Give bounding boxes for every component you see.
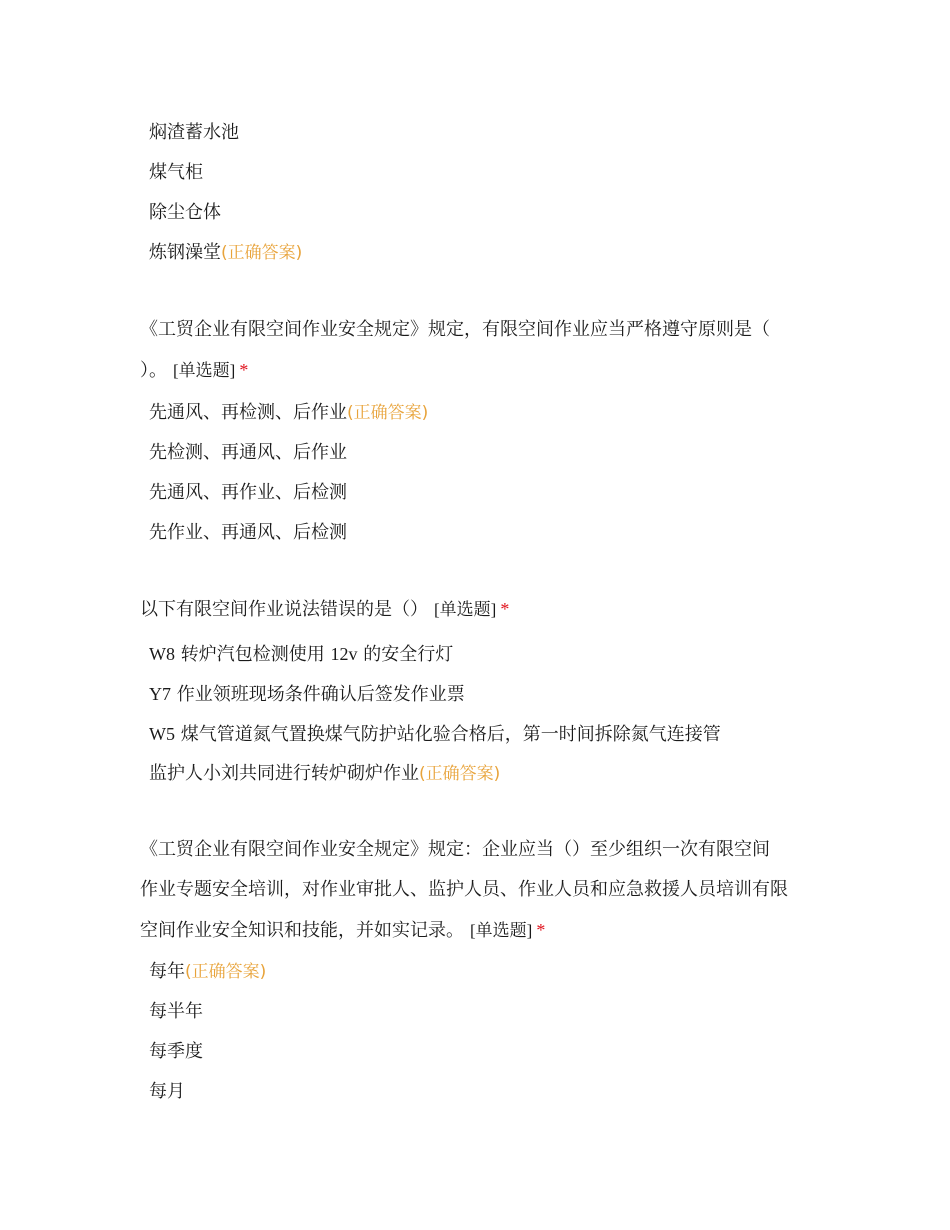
option-text: 每月	[149, 1081, 185, 1102]
option-text: 先通风、再作业、后检测	[149, 482, 347, 503]
option-item	[149, 1000, 203, 1024]
option-item	[149, 121, 239, 145]
required-marker: *	[536, 920, 546, 940]
correct-answer-marker: (正确答案)	[347, 403, 429, 423]
option-text: 先作业、再通风、后检测	[149, 522, 347, 543]
question-line: 作业专题安全培训，对作业审批人、监护人员、作业人员和应急救援人员培训有限	[140, 879, 788, 900]
option-number: 12v	[330, 644, 358, 664]
question-line: 《工贸企业有限空间作业安全规定》规定：企业应当（）至少组织一次有限空间	[140, 839, 770, 860]
question-line-text: 空间作业安全知识和技能，并如实记录。	[140, 920, 464, 941]
option-text: 转炉汽包检测使用	[180, 644, 325, 665]
option-item	[149, 441, 347, 465]
question-line	[140, 350, 820, 390]
required-marker: *	[239, 360, 249, 380]
question-line-text: 以下有限空间作业说法错误的是（）	[140, 599, 428, 620]
option-item	[149, 682, 465, 707]
option-text: 每半年	[149, 1001, 203, 1022]
option-item	[149, 722, 721, 747]
option-item	[149, 642, 453, 667]
question-line: 《工贸企业有限空间作业安全规定》规定，有限空间作业应当严格遵守原则是（	[140, 319, 770, 340]
option-text: 每季度	[149, 1041, 203, 1062]
option-item	[149, 241, 302, 265]
option-text: 监护人小刘共同进行转炉砌炉作业	[149, 763, 419, 784]
option-text: 炼钢澡堂	[149, 242, 221, 263]
option-item	[149, 521, 347, 545]
option-text: 除尘仓体	[149, 202, 221, 223]
question-line-text: ）。	[140, 360, 167, 381]
question-text	[140, 310, 820, 390]
question-type: [单选题]	[434, 600, 497, 619]
option-item	[149, 960, 266, 984]
correct-answer-marker: (正确答案)	[419, 764, 501, 784]
option-text: 每年	[149, 961, 185, 982]
question-line	[140, 910, 820, 950]
option-item	[149, 201, 221, 225]
question-text	[140, 589, 820, 629]
option-code: W5	[149, 724, 175, 744]
option-item	[149, 1080, 185, 1104]
question-text	[140, 830, 820, 950]
question-type: [单选题]	[173, 361, 236, 380]
option-item	[149, 481, 347, 505]
question-line	[140, 589, 820, 629]
option-item	[149, 401, 428, 425]
option-text: 的安全行灯	[363, 644, 454, 665]
option-item	[149, 161, 203, 185]
option-text: 煤气管道氮气置换煤气防护站化验合格后，第一时间拆除氮气连接管	[180, 724, 721, 745]
option-text: 先通风、再检测、后作业	[149, 402, 347, 423]
correct-answer-marker: (正确答案)	[221, 243, 303, 263]
option-text: 先检测、再通风、后作业	[149, 442, 347, 463]
option-item	[149, 762, 500, 786]
option-text: 作业领班现场条件确认后签发作业票	[176, 684, 465, 705]
option-text: 焖渣蓄水池	[149, 122, 239, 143]
required-marker: *	[500, 599, 510, 619]
option-code: W8	[149, 644, 175, 664]
option-code: Y7	[149, 684, 171, 704]
option-item	[149, 1040, 203, 1064]
option-text: 煤气柜	[149, 162, 203, 183]
correct-answer-marker: (正确答案)	[185, 962, 267, 982]
question-type: [单选题]	[470, 921, 533, 940]
